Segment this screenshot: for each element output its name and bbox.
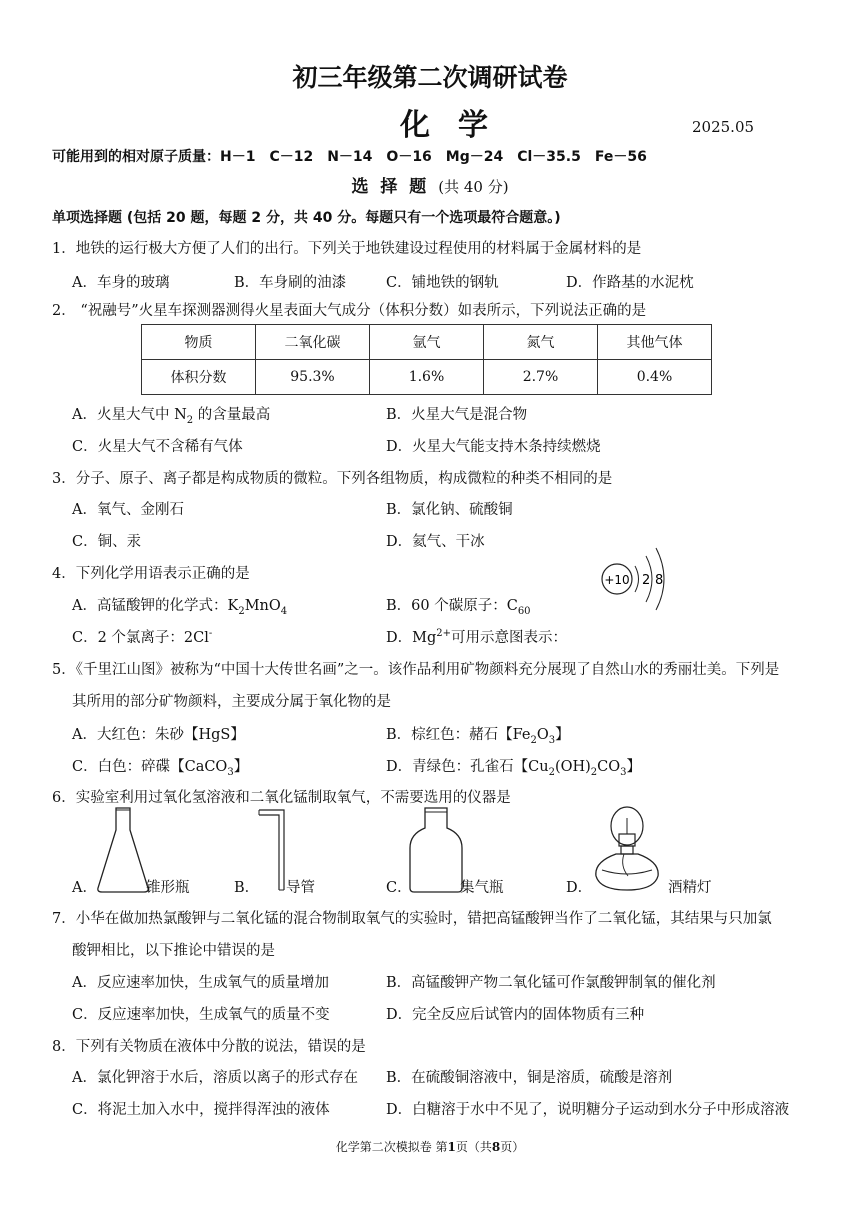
q7-option-c: C．反应速率加快，生成氧气的质量不变 — [72, 1007, 330, 1023]
section-heading — [0, 172, 860, 197]
table-cell: 氮气 — [484, 325, 598, 360]
q6-option-b-label: 导管 — [286, 880, 315, 896]
q5-option-d: D．青绿色：孔雀石【$Cu_2(OH)_2CO_3$】 — [386, 759, 642, 778]
q3-stem: 3．分子、原子、离子都是构成物质的微粒。下列各组物质，构成微粒的种类不相同的是 — [52, 471, 613, 487]
table-header-row — [142, 325, 712, 360]
q4-option-d: D．$Mg^{2+}$可用示意图表示： — [386, 628, 568, 646]
q7-option-b: B．高锰酸钾产物二氧化锰可作氯酸钾制氧的催化剂 — [386, 975, 716, 991]
mars-atmosphere-table — [141, 324, 712, 395]
q4-stem: 4．下列化学用语表示正确的是 — [52, 566, 250, 582]
table-cell: 体积分数 — [142, 360, 256, 395]
q6-option-a-label: 锥形瓶 — [146, 880, 190, 896]
q6-stem: 6．实验室利用过氧化氢溶液和二氧化锰制取氧气，不需要选用的仪器是 — [52, 790, 511, 806]
section-points: (共 40 分) — [438, 178, 509, 196]
q2-stem: 2． “祝融号”火星车探测器测得火星表面大气成分（体积分数）如表所示，下列说法正确的是 — [52, 303, 647, 319]
q5-option-c: C．白色：碎碟【CaCO$_3$】 — [72, 759, 249, 778]
q8-stem: 8．下列有关物质在液体中分散的说法，错误的是 — [52, 1039, 366, 1055]
table-cell: 95.3% — [256, 360, 370, 395]
table-cell: 物质 — [142, 325, 256, 360]
nucleus-charge: +10 — [604, 573, 630, 587]
q5-option-a: A．大红色：朱砂【HgS】 — [72, 727, 245, 743]
q2-option-d: D．火星大气能支持木条持续燃烧 — [386, 439, 601, 455]
q3-option-d: D．氦气、干冰 — [386, 534, 485, 550]
q8-option-c: C．将泥土加入水中，搅拌得浑浊的液体 — [72, 1102, 330, 1118]
exam-date: 2025.05 — [692, 118, 755, 136]
q6-option-d-label: 酒精灯 — [668, 880, 712, 896]
q4-option-c: C．2 个氯离子：2Cl- — [72, 628, 213, 646]
q1-option-b: B．车身刷的油漆 — [234, 275, 347, 291]
table-cell: 2.7% — [484, 360, 598, 395]
exam-title: 初三年级第二次调研试卷 — [292, 63, 568, 92]
q6-option-c-letter: C． — [386, 880, 412, 896]
q2-option-b: B．火星大气是混合物 — [386, 407, 528, 423]
q6-option-d-letter: D． — [566, 880, 593, 896]
q8-option-a: A．氯化钾溶于水后，溶质以离子的形式存在 — [72, 1070, 358, 1086]
table-cell: 其他气体 — [598, 325, 712, 360]
q7-stem-line1: 7．小华在做加热氯酸钾与二氧化锰的混合物制取氧气的实验时，错把高锰酸钾当作了二氧化锰，其结果与只加氯 — [52, 911, 772, 927]
page-footer: 化学第二次模拟卷 第1页（共8页） — [335, 1140, 525, 1154]
q1-option-a: A．车身的玻璃 — [72, 275, 170, 291]
q2-option-c: C．火星大气不含稀有气体 — [72, 439, 243, 455]
ion-structure-diagram — [598, 544, 678, 614]
atomic-masses: 可能用到的相对原子质量：H－1 C－12 N－14 O－16 Mg－24 Cl－35.5 Fe－56 — [52, 149, 647, 165]
q4-option-a: A．高锰酸钾的化学式：$K_2MnO_4$ — [72, 598, 288, 617]
q5-stem-line1: 5．《千里江山图》被称为“中国十大传世名画”之一。该作品利用矿物颜料充分展现了自然山水的秀丽壮美。下列是 — [52, 662, 780, 678]
q8-option-d: D．白糖溶于水中不见了，说明糖分子运动到水分子中形成溶液 — [386, 1102, 790, 1118]
q1-option-c: C．铺地铁的钢轨 — [386, 275, 499, 291]
gas-bottle-icon — [408, 806, 466, 892]
q6-option-b-letter: B． — [234, 880, 260, 896]
q5-stem-line2: 其所用的部分矿物颜料，主要成分属于氧化物的是 — [72, 694, 391, 710]
q5-option-b: B．棕红色：赭石【$Fe_2O_3$】 — [386, 727, 570, 746]
table-row — [142, 360, 712, 395]
shell-2-count: 8 — [655, 573, 664, 588]
q3-option-c: C．铜、汞 — [72, 534, 142, 550]
section-title: 选 择 题 — [351, 177, 430, 197]
q3-option-a: A．氧气、金刚石 — [72, 502, 184, 518]
q4-option-b: B．60 个碳原子：$C_{60}$ — [386, 598, 531, 617]
table-cell: 0.4% — [598, 360, 712, 395]
q8-option-b: B．在硫酸铜溶液中，铜是溶质，硫酸是溶剂 — [386, 1070, 673, 1086]
q6-option-a-letter: A． — [72, 880, 97, 896]
table-cell: 1.6% — [370, 360, 484, 395]
q2-option-a: A．火星大气中 $N_2$ 的含量最高 — [72, 407, 271, 426]
q6-option-c-label: 集气瓶 — [460, 880, 504, 896]
q1-stem: 1．地铁的运行极大方便了人们的出行。下列关于地铁建设过程使用的材料属于金属材料的是 — [52, 241, 642, 257]
table-cell: 氩气 — [370, 325, 484, 360]
alcohol-lamp-icon — [594, 804, 664, 894]
shell-1-count: 2 — [642, 573, 651, 588]
q1-option-d: D．作路基的水泥枕 — [566, 275, 694, 291]
q3-option-b: B．氯化钠、硫酸铜 — [386, 502, 513, 518]
q7-option-a: A．反应速率加快，生成氧气的质量增加 — [72, 975, 329, 991]
q7-option-d: D．完全反应后试管内的固体物质有三种 — [386, 1007, 645, 1023]
section-instructions: 单项选择题 (包括 20 题，每题 2 分，共 40 分。每题只有一个选项最符合题意。) — [52, 210, 561, 226]
subject-title: 化学 — [400, 108, 516, 143]
table-cell: 二氧化碳 — [256, 325, 370, 360]
q7-stem-line2: 酸钾相比，以下推论中错误的是 — [72, 943, 275, 959]
electron-shell-1 — [635, 566, 639, 592]
